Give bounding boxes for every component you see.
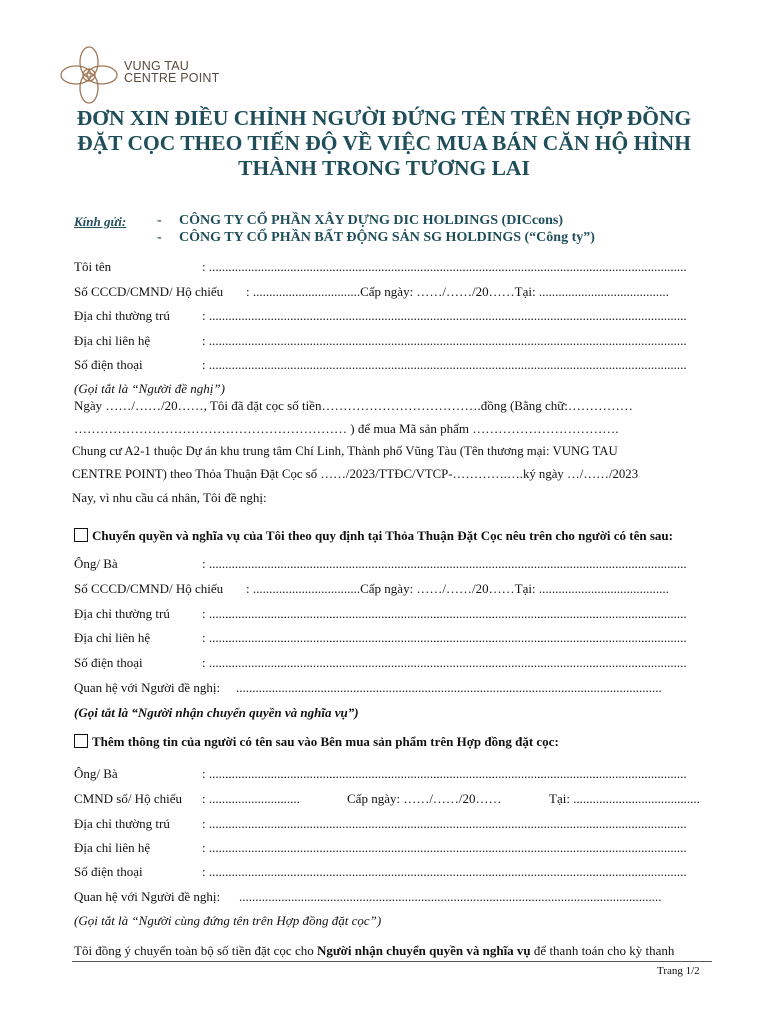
option-2-name-field[interactable]: : ................................................................................................................................................... xyxy=(202,766,687,781)
option-1-permanent-address-label: Địa chỉ thường trú xyxy=(74,606,170,621)
option-1-contact-address-label: Địa chỉ liên hệ xyxy=(74,630,151,645)
deposit-line-1[interactable]: Ngày ……/……/20……, Tôi đã đặt cọc số tiền……………………………….đồng (Bằng chữ:…………… xyxy=(74,398,633,413)
page-number: Trang 1/2 xyxy=(657,965,700,977)
deposit-line-3: Chung cư A2-1 thuộc Dự án khu trung tâm Chí Linh, Thành phố Vũng Tàu (Tên thương mại: VUNG TAU xyxy=(72,444,618,458)
option-2-phone-label: Số điện thoại xyxy=(74,864,143,879)
deposit-line-5: Nay, vì nhu cầu cá nhân, Tôi đề nghị: xyxy=(72,490,267,505)
closing-part-2: Người nhận chuyển quyền và nghĩa vụ xyxy=(316,943,531,958)
option-2-heading-text: Thêm thông tin của người có tên sau vào Bên mua sản phẩm trên Hợp đồng đặt cọc: xyxy=(92,734,559,749)
logo xyxy=(58,44,120,111)
applicant-permanent-address-field[interactable]: : ................................................................................................................................................... xyxy=(202,308,687,323)
applicant-contact-address-field[interactable]: : ................................................................................................................................................... xyxy=(202,333,687,348)
closing-part-1: Tôi đồng ý chuyển toàn bộ số tiền đặt cọc cho xyxy=(74,943,317,958)
recipient-1: CÔNG TY CỔ PHẦN XÂY DỰNG DIC HOLDINGS (DICcons) xyxy=(179,213,563,228)
option-1-heading[interactable] xyxy=(74,528,673,544)
option-1-permanent-address-field[interactable]: : ................................................................................................................................................... xyxy=(202,606,687,621)
option-2-contact-address-label: Địa chỉ liên hệ xyxy=(74,840,151,855)
title-line-1: ĐƠN XIN ĐIỀU CHỈNH NGƯỜI ĐỨNG TÊN TRÊN HỢP ĐỒNG xyxy=(76,106,692,130)
logo-line-2: CENTRE POINT xyxy=(124,71,220,85)
recipients-label: Kính gửi: xyxy=(74,214,127,229)
closing-part-3: để thanh toán cho kỳ thanh xyxy=(530,943,675,958)
option-2-permanent-address-field[interactable]: : ................................................................................................................................................... xyxy=(202,816,687,831)
option-1-relation-field[interactable]: ................................................................................................................................... xyxy=(236,680,662,695)
option-1-id-label: Số CCCD/CMND/ Hộ chiếu xyxy=(74,581,224,596)
applicant-id-field[interactable]: : .................................Cấp ngày: ……/……/20……Tại: ........................................ xyxy=(246,284,669,299)
recipient-dash-1: - xyxy=(157,213,162,228)
option-2-relation-field[interactable]: .................................................................................................................................. xyxy=(239,889,662,904)
logo-mark-icon xyxy=(58,44,120,106)
option-2-contact-address-field[interactable]: : ................................................................................................................................................... xyxy=(202,840,687,855)
recipient-dash-2: - xyxy=(157,230,162,245)
logo-line-1: VUNG TAU xyxy=(124,59,190,73)
option-1-name-field[interactable]: : ................................................................................................................................................... xyxy=(202,556,687,571)
option-1-phone-field[interactable]: : ................................................................................................................................................... xyxy=(202,655,687,670)
applicant-phone-label: Số điện thoại xyxy=(74,357,143,372)
applicant-note: (Gọi tắt là “Người đề nghị”) xyxy=(74,381,225,396)
document-title xyxy=(40,106,728,181)
option-2-issue-date-field[interactable]: Cấp ngày: ……/……/20…… xyxy=(347,791,502,806)
deposit-line-4[interactable]: CENTRE POINT) theo Thỏa Thuận Đặt Cọc số ……/2023/TTĐC/VTCP-………….….ký ngày …/……/2023 xyxy=(72,467,639,481)
option-2-issue-place-field[interactable]: Tại: ....................................... xyxy=(549,791,700,806)
applicant-permanent-address-label: Địa chỉ thường trú xyxy=(74,308,170,323)
option-2-heading[interactable] xyxy=(74,734,559,750)
option-1-contact-address-field[interactable]: : ................................................................................................................................................... xyxy=(202,630,687,645)
option-1-name-label: Ông/ Bà xyxy=(74,556,118,571)
option-2-phone-field[interactable]: : ................................................................................................................................................... xyxy=(202,864,687,879)
title-line-3: THÀNH TRONG TƯƠNG LAI xyxy=(238,156,530,180)
closing-sentence xyxy=(74,943,674,959)
option-2-permanent-address-label: Địa chỉ thường trú xyxy=(74,816,170,831)
applicant-id-label: Số CCCD/CMND/ Hộ chiếu xyxy=(74,284,224,299)
applicant-name-field[interactable]: : ................................................................................................................................................... xyxy=(202,259,687,274)
title-line-2: ĐẶT CỌC THEO TIẾN ĐỘ VỀ VIỆC MUA BÁN CĂN HỘ HÌNH xyxy=(77,131,691,155)
recipient-2: CÔNG TY CỔ PHẦN BẤT ĐỘNG SẢN SG HOLDINGS (“Công ty”) xyxy=(179,230,595,245)
option-1-relation-label: Quan hệ với Người đề nghị: xyxy=(74,680,221,695)
option-1-checkbox[interactable] xyxy=(74,528,88,542)
option-1-id-field[interactable]: : .................................Cấp ngày: ……/……/20……Tại: ........................................ xyxy=(246,581,669,596)
option-2-relation-label: Quan hệ với Người đề nghị: xyxy=(74,889,221,904)
option-2-id-label: CMND số/ Hộ chiếu xyxy=(74,791,182,806)
option-2-note: (Gọi tắt là “Người cùng đứng tên trên Hợp đồng đặt cọc”) xyxy=(74,913,382,928)
option-2-name-label: Ông/ Bà xyxy=(74,766,118,781)
applicant-contact-address-label: Địa chỉ liên hệ xyxy=(74,333,151,348)
option-2-id-field[interactable]: : ............................ xyxy=(202,791,300,806)
option-1-note: (Gọi tắt là “Người nhận chuyển quyền và nghĩa vụ”) xyxy=(74,705,359,720)
deposit-line-2[interactable]: ……………………………………………………… ) để mua Mã sản phẩm ……………………………. xyxy=(74,421,619,436)
applicant-name-label: Tôi tên xyxy=(74,259,112,274)
option-1-heading-text: Chuyển quyền và nghĩa vụ của Tôi theo quy định tại Thỏa Thuận Đặt Cọc nêu trên cho người có tên sau: xyxy=(92,528,673,543)
applicant-phone-field[interactable]: : ................................................................................................................................................... xyxy=(202,357,687,372)
option-1-phone-label: Số điện thoại xyxy=(74,655,143,670)
option-2-checkbox[interactable] xyxy=(74,734,88,748)
footer-rule xyxy=(72,961,712,962)
